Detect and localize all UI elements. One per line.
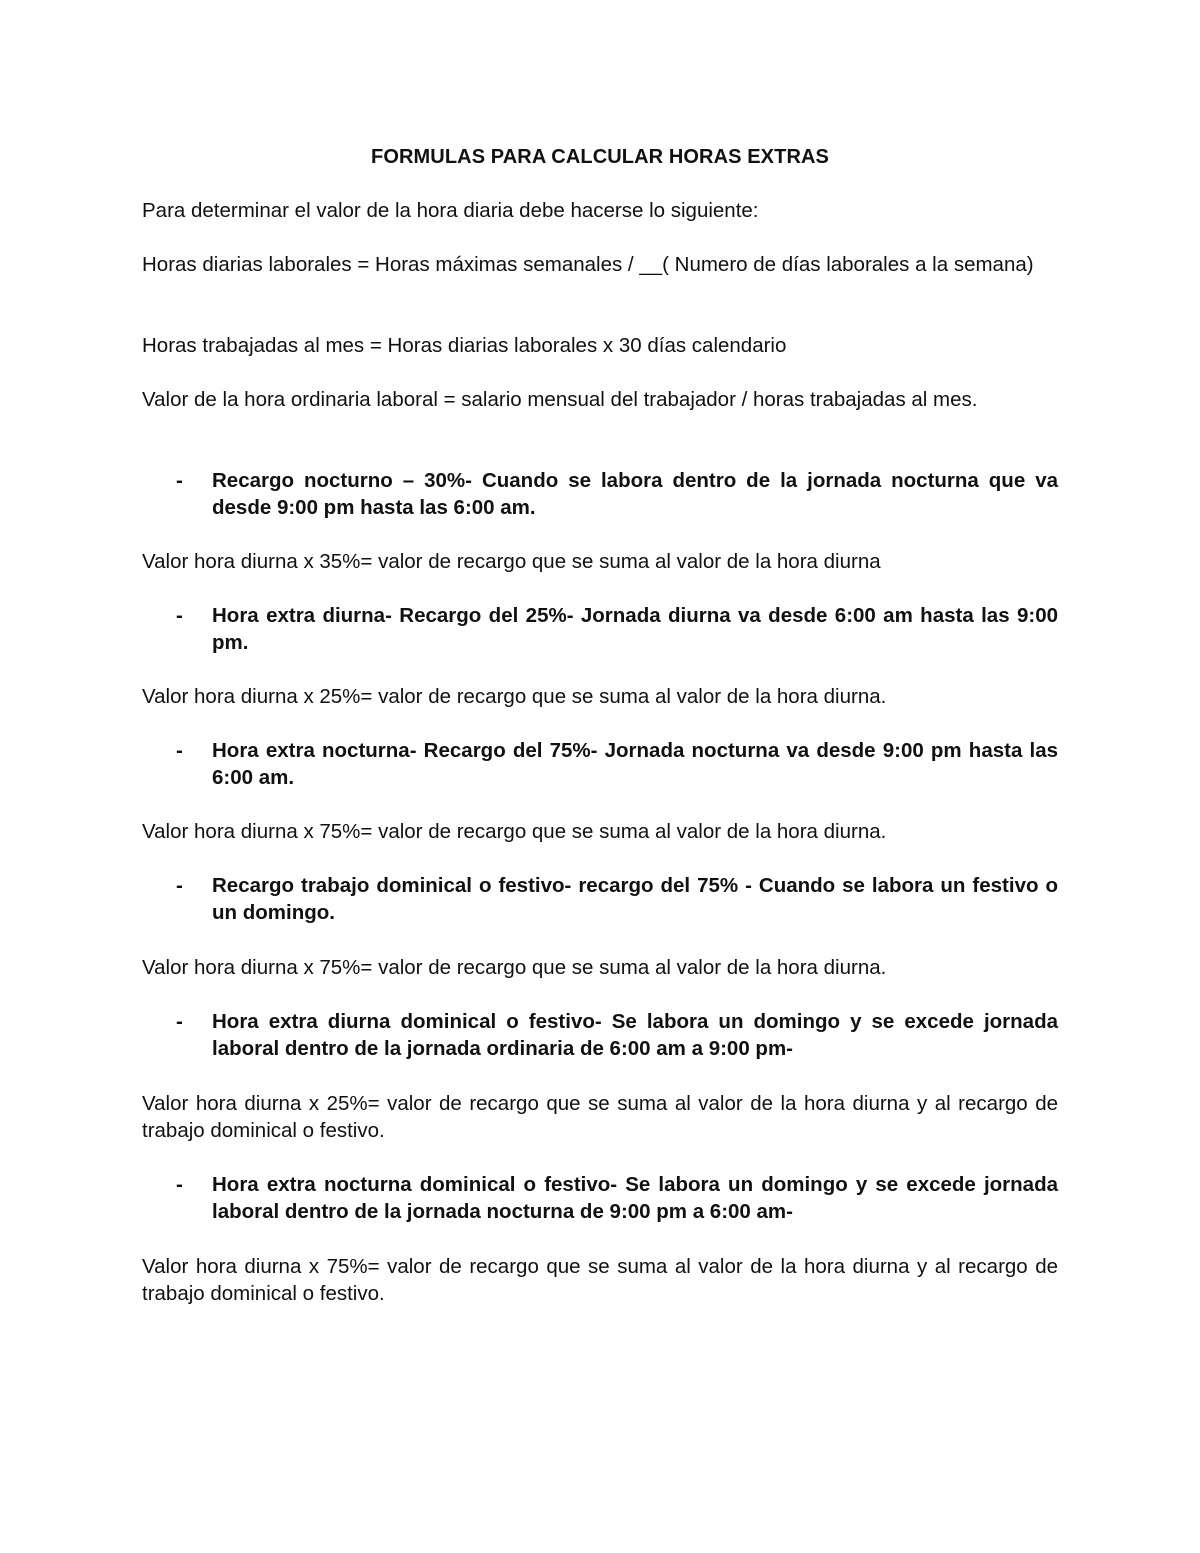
formula-daily-hours: Horas diarias laborales = Horas máximas semanales / __( Numero de días laborales a la semana) — [142, 253, 1034, 276]
bullet-dash: - — [176, 1010, 183, 1033]
item-formula: Valor hora diurna x 75%= valor de recargo que se suma al valor de la hora diurna. — [142, 820, 887, 843]
item-formula: Valor hora diurna x 25%= valor de recargo que se suma al valor de la hora diurna y al recargo de trabajo dominical o festivo. — [142, 1092, 1058, 1142]
bullet-dash: - — [176, 874, 183, 897]
item-formula: Valor hora diurna x 25%= valor de recargo que se suma al valor de la hora diurna. — [142, 685, 887, 708]
item-formula: Valor hora diurna x 35%= valor de recargo que se suma al valor de la hora diurna — [142, 550, 881, 573]
page-title: FORMULAS PARA CALCULAR HORAS EXTRAS — [371, 146, 829, 168]
item-heading: Hora extra nocturna- Recargo del 75%- Jornada nocturna va desde 9:00 pm hasta las 6:00 am. — [212, 739, 1058, 789]
bullet-dash: - — [176, 604, 183, 627]
item-heading: Hora extra nocturna dominical o festivo- Se labora un domingo y se excede jornada laboral dentro de la jornada nocturna de 9:00 pm a 6:00 am- — [212, 1173, 1058, 1223]
bullet-dash: - — [176, 1173, 183, 1196]
item-heading: Hora extra diurna dominical o festivo- Se labora un domingo y se excede jornada laboral dentro de la jornada ordinaria de 6:00 am a 9:00 pm- — [212, 1010, 1058, 1060]
formula-monthly-hours: Horas trabajadas al mes = Horas diarias laborales x 30 días calendario — [142, 334, 787, 357]
item-heading: Recargo nocturno – 30%- Cuando se labora dentro de la jornada nocturna que va desde 9:00 pm hasta las 6:00 am. — [212, 469, 1058, 519]
item-formula: Valor hora diurna x 75%= valor de recargo que se suma al valor de la hora diurna. — [142, 956, 887, 979]
bullet-dash: - — [176, 739, 183, 762]
bullet-dash: - — [176, 469, 183, 492]
formula-hourly-value: Valor de la hora ordinaria laboral = salario mensual del trabajador / horas trabajadas al mes. — [142, 388, 978, 411]
item-formula: Valor hora diurna x 75%= valor de recargo que se suma al valor de la hora diurna y al recargo de trabajo dominical o festivo. — [142, 1255, 1058, 1305]
intro-paragraph: Para determinar el valor de la hora diaria debe hacerse lo siguiente: — [142, 199, 759, 222]
item-heading: Hora extra diurna- Recargo del 25%- Jornada diurna va desde 6:00 am hasta las 9:00 pm. — [212, 604, 1058, 654]
item-heading: Recargo trabajo dominical o festivo- recargo del 75% - Cuando se labora un festivo o un domingo. — [212, 874, 1058, 924]
